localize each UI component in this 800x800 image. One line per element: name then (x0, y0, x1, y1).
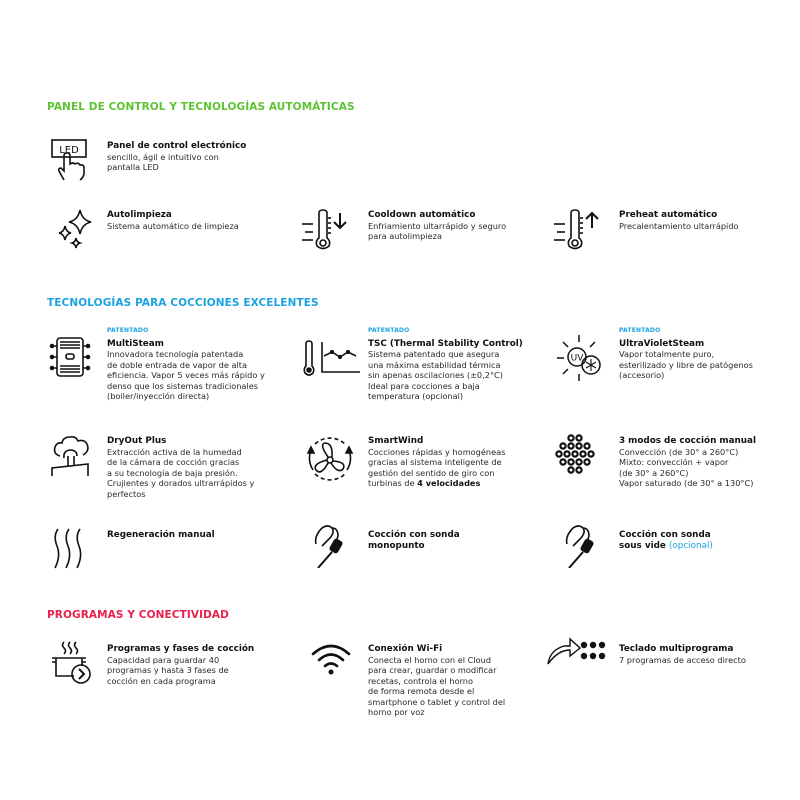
feature-desc: Innovadora tecnología patentada (107, 349, 244, 359)
feature-desc: cocción en cada programa (107, 675, 216, 686)
feature-desc: Sistema automático de limpieza (107, 220, 239, 231)
feature-desc: esterilizado y libre de patógenos (619, 359, 753, 370)
feature-desc: temperatura (opcional) (368, 391, 464, 401)
patent-badge: PATENTADO (619, 327, 661, 334)
uv-icon-text: UV (570, 353, 584, 364)
feature-desc: Conecta el horno con el Cloud (368, 654, 492, 665)
dryout-icon (50, 434, 94, 478)
feature-desc: Sistema patentado que asegura (368, 349, 500, 359)
feature-title: Cocción con sonda (619, 530, 711, 540)
keypad-arrow-icon (546, 634, 610, 670)
feature-desc: Ideal para cocciones a baja (368, 380, 480, 391)
feature-title: Preheat automático (619, 210, 718, 220)
patent-badge: PATENTADO (368, 327, 410, 334)
probe-icon (563, 524, 607, 568)
feature-desc: sin apenas oscilaciones (±0,2°C) (368, 370, 503, 380)
feature-desc: (de 30° a 260°C) (619, 467, 689, 478)
section-title-panel: PANEL DE CONTROL Y TECNOLOGÍAS AUTOMÁTICAS (47, 101, 355, 113)
optional-label: (opcional) (668, 540, 713, 551)
led-icon-text: LED (59, 145, 79, 156)
feature-desc: Convección (de 30° a 260°C) (619, 446, 739, 457)
feature-title: Autolimpieza (107, 210, 172, 220)
feature-desc: de forma remota desde el (368, 686, 475, 696)
feature-desc: denso que los sistemas tradicionales (107, 380, 259, 391)
feature-desc: Crujientes y dorados ultrarrápidos y (107, 478, 255, 488)
feature-title: Cooldown automático (368, 210, 476, 220)
feature-desc: Extracción activa de la humedad (107, 446, 242, 457)
patent-badge: PATENTADO (107, 327, 149, 334)
feature-title: Panel de control electrónico (107, 141, 247, 151)
feature-desc: para autolimpieza (368, 231, 442, 241)
feature-desc: Cocciones rápidas y homogéneas (368, 446, 506, 457)
feature-desc: Capacidad para guardar 40 (107, 654, 220, 665)
feature-title: TSC (Thermal Stability Control) (368, 338, 523, 349)
feature-desc: a su tecnología de baja presión. (107, 467, 238, 478)
section-title-programs: PROGRAMAS Y CONECTIVIDAD (47, 609, 229, 621)
feature-title: Conexión Wi-Fi (368, 644, 443, 654)
feature-desc: eficiencia. Vapor 5 veces más rápido y (107, 370, 265, 380)
feature-desc: de la cámara de cocción gracias (107, 457, 240, 467)
feature-desc: de doble entrada de vapor de alta (107, 359, 248, 370)
feature-desc: (accesorio) (619, 370, 665, 380)
fan-icon (305, 434, 355, 484)
feature-desc: gestión del sentido de giro con (368, 467, 495, 478)
feature-desc: Vapor totalmente puro, (619, 349, 715, 359)
feature-desc: para crear, guardar o modificar (368, 665, 497, 675)
feature-desc: recetas, controla el horno (368, 675, 473, 686)
sparkles-icon (55, 208, 99, 252)
thermal-stability-icon (302, 338, 362, 382)
uv-steam-icon (555, 333, 605, 383)
feature-title: Programas y fases de cocción (107, 644, 255, 654)
probe-icon (312, 524, 356, 568)
feature-desc: programas y hasta 3 fases de (107, 665, 229, 675)
feature-desc: Mixto: convección + vapor (619, 457, 729, 467)
highlight-speeds: 4 velocidades (417, 478, 481, 488)
multisteam-icon (48, 335, 92, 379)
feature-title: Regeneración manual (107, 530, 215, 540)
feature-title-line2: sous vide (opcional) (619, 540, 713, 551)
feature-desc: una máxima estabilidad térmica (368, 359, 501, 370)
feature-desc: horno por voz (368, 707, 425, 717)
feature-title: DryOut Plus (107, 436, 167, 446)
dots-grid-icon (555, 434, 599, 478)
feature-desc: pantalla LED (107, 162, 159, 172)
feature-title: Cocción con sonda (368, 530, 460, 540)
feature-desc: perfectos (107, 488, 146, 499)
thermometer-up-icon (552, 208, 612, 252)
feature-desc: Enfriamiento ultarrápido y seguro (368, 220, 507, 231)
section-title-tech: TECNOLOGÍAS PARA COCCIONES EXCELENTES (47, 297, 319, 309)
pot-timer-icon (50, 640, 94, 684)
feature-title: 3 modos de cocción manual (619, 436, 757, 446)
feature-desc: gracias al sistema inteligente de (368, 457, 502, 467)
feature-desc: Vapor saturado (de 30° a 130°C) (619, 478, 754, 488)
steam-waves-icon (52, 526, 96, 570)
feature-title: UltraVioletSteam (619, 338, 705, 349)
feature-desc: (boiler/inyección directa) (107, 391, 210, 401)
feature-title: Teclado multiprograma (619, 644, 734, 654)
feature-title: SmartWind (368, 436, 424, 446)
feature-title: MultiSteam (107, 338, 164, 349)
led-touch-icon (50, 138, 94, 182)
feature-desc: smartphone o tablet y control del (368, 696, 506, 707)
feature-desc: 7 programas de acceso directo (619, 654, 746, 665)
feature-desc: sencillo, ágil e intuitivo con (107, 151, 219, 162)
thermometer-down-icon (300, 208, 360, 252)
feature-title-line2: monopunto (368, 540, 425, 551)
wifi-icon (310, 640, 354, 684)
feature-desc: turbinas de 4 velocidades (368, 478, 481, 488)
feature-desc: Precalentamiento ultarrápido (619, 220, 739, 231)
